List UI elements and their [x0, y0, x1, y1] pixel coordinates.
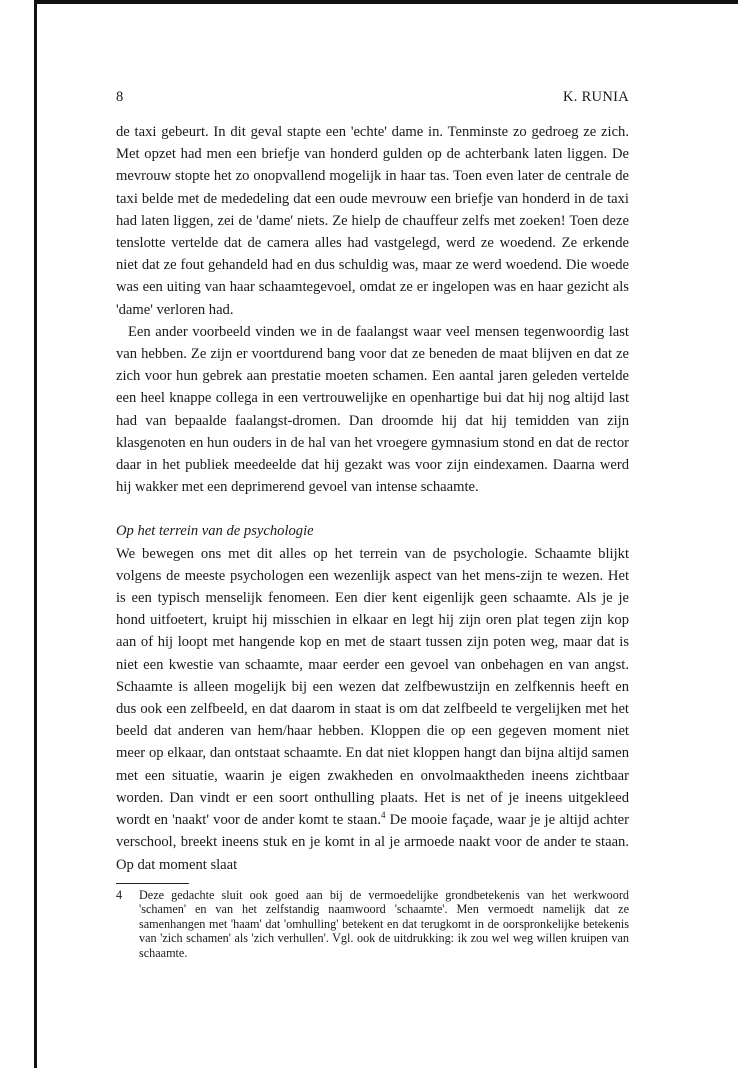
footnote: [116, 888, 629, 960]
footnote-divider: [116, 883, 189, 884]
paragraph-3-part-1: We bewegen ons met dit alles op het terrein van de psychologie. Schaamte blijkt volgens de meeste psychologen een wezenlijk aspect van het mens-zijn te wezen. Het is een typisch menselijk fenomeen. Een dier kent eigenlijk geen schaamte. Als je je hond uitfoetert, kruipt hij misschien in elkaar en legt hij zijn oren plat tegen zijn kop aan of hij loopt met hangende kop en met de staart tussen zijn poten weg, maar dat is niet een kwestie van schaamte, maar eerder een gevoel van onbehagen en van angst. Schaamte is alleen mogelijk bij een wezen dat zelfbewustzijn en zelfkennis heeft en dus ook een zelfbeeld, en dat daarom in staat is om dat zelfbeeld te vergelijken met het beeld dat anderen van hem/haar hebben. Kloppen die op een gegeven moment niet meer op elkaar, dan ontstaat schaamte. En dat niet kloppen hangt dan bijna altijd samen met een situatie, waarin je eigen zwakheden en onvolmaaktheden ineens zichtbaar worden. Dan vindt er een soort onthulling plaats. Het is net of je ineens uitgekleed wordt en 'naakt' voor de ander komt te staan.: [116, 545, 629, 829]
paragraph-3-part-2: De mooie façade, waar je je altijd achter verschool, breekt ineens stuk en je komt in al je armoede naakt voor de ander te staan. Op dat moment slaat: [116, 812, 629, 873]
page-number: 8: [116, 89, 124, 105]
footnote-reference: 4: [381, 810, 386, 821]
footnote-text: Deze gedachte sluit ook goed aan bij de vermoedelijke grondbetekenis van het werkwoord 'schamen' en van het zelfstandig naamwoord 'schaamte'. Men vermoedt namelijk dat ze samenhangen met 'haam' dat 'omhulling' betekent en dat terugkomt in de oorspronkelijke betekenis van 'zich schamen' als 'zich verhullen'. Vgl. ook de uitdrukking: ik zou wel weg willen kruipen van schaamte.: [139, 888, 629, 960]
body-text: [116, 121, 629, 876]
running-head: K. RUNIA: [562, 89, 629, 105]
scan-border-left: [34, 0, 37, 1068]
paragraph-1: de taxi gebeurt. In dit geval stapte een 'echte' dame in. Tenminste zo gedroeg ze zich. Met opzet had men een briefje van honderd gulden op de achterbank laten liggen. De mevrouw stopte het zo onopvallend mogelijk in haar tas. Toen even later de centrale de taxi belde met de mededeling dat een oude mevrouw een briefje van honderd in de taxi had laten liggen, zei de 'dame' niets. Ze hielp de chauffeur zelfs met zoeken! Toen deze tenslotte vertelde dat de camera alles had vastgelegd, werd ze woedend. Ze erkende niet dat ze fout gehandeld had en dus schuldig was, maar ze werd woedend. Die woede was een uiting van haar schaamtegevoel, omdat ze er ingelopen was en haar gezicht als 'dame' verloren had.: [116, 124, 629, 318]
paragraph-2: Een ander voorbeeld vinden we in de faalangst waar veel mensen tegenwoordig last van hebben. Ze zijn er voortdurend bang voor dat ze beneden de maat blijven en dat ze zich voor hun gebrek aan prestatie moeten schamen. Een aantal jaren geleden vertelde een heel knappe collega in een vertrouwelijke en openhartige bui dat hij nog altijd last had van bepaalde faalangst-dromen. Dan droomde hij dat hij temidden van zijn klasgenoten en hun ouders in de hal van het vroegere gymnasium stond en dat de rector daar in het publiek meedeelde dat hij gezakt was voor zijn eindexamen. Daarna werd hij wakker met een deprimerend gevoel van intense schaamte.: [116, 323, 629, 496]
section-heading: Op het terrein van de psychologie: [116, 523, 314, 540]
footnote-number: 4: [116, 888, 123, 902]
scan-border-top: [34, 0, 738, 4]
paragraph-3: [116, 543, 629, 876]
